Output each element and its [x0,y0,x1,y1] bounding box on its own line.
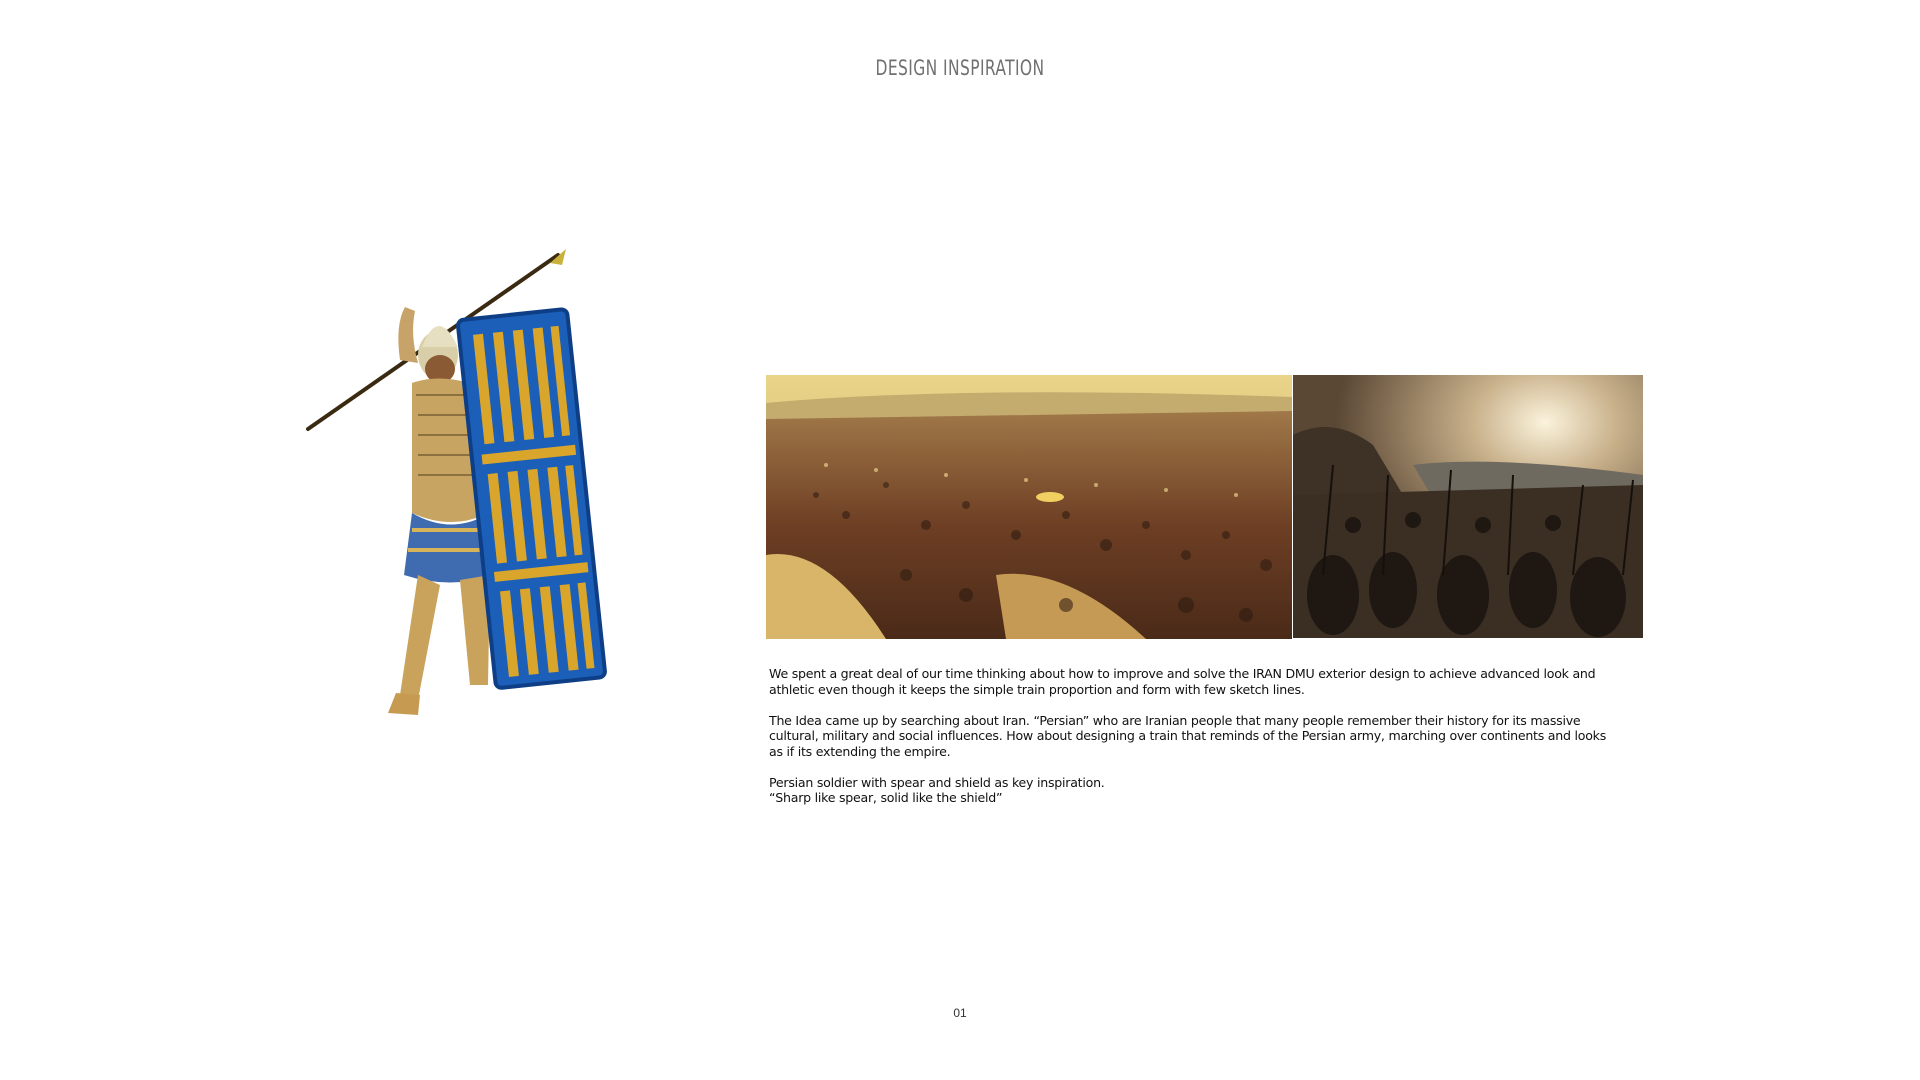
persian-army-coast-image [1293,375,1643,638]
persian-army-plain-image [766,375,1292,639]
paragraph-design-goal: We spent a great deal of our time thinking about how to improve and solve the IRAN DMU exterior design to achieve advanced look and athletic even though it keeps the simple train proportion and form with few sketch lines. [769,666,1596,697]
persian-soldier-image [300,245,680,745]
inspiration-quote: “Sharp like spear, solid like the shield” [769,790,1003,805]
page-number: 01 [953,1006,967,1020]
paragraph-persian-idea: The Idea came up by searching about Iran. “Persian” who are Iranian people that many people remember their history for its massive cultural, military and social influences. How about designing a train that reminds of the Persian army, marching over continents and looks as if its extending the empire. [769,712,1607,759]
page-title: DESIGN INSPIRATION [875,56,1045,80]
description-text [769,666,1609,806]
paragraph-key-inspiration: Persian soldier with spear and shield as key inspiration. [769,774,1105,790]
